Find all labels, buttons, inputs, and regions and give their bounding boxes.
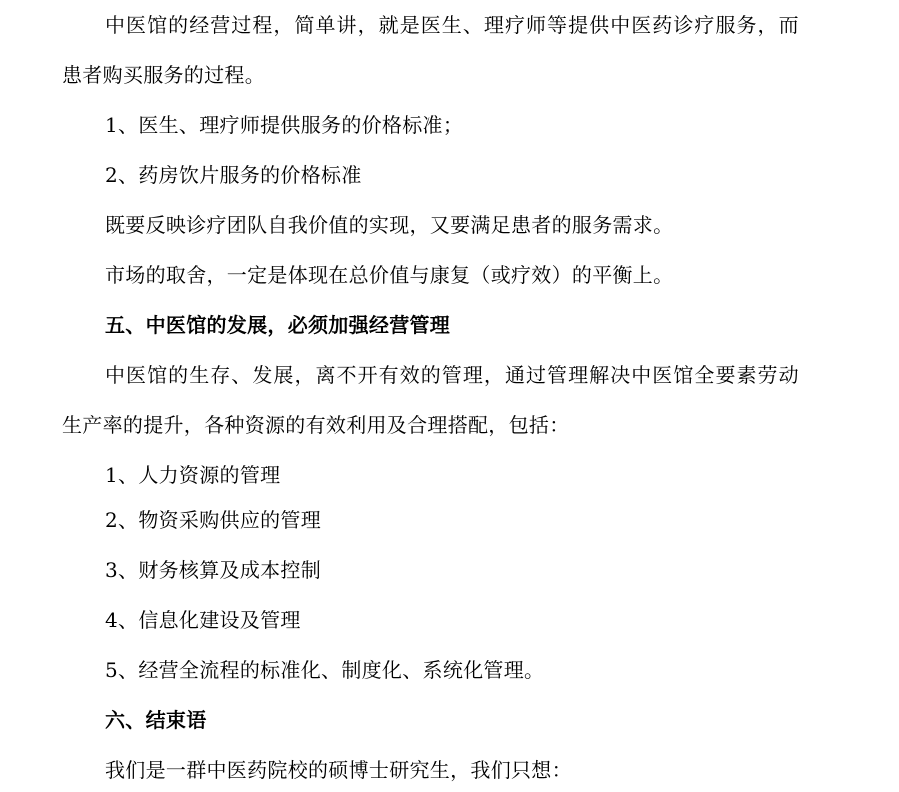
paragraph-value: 既要反映诊疗团队自我价值的实现，又要满足患者的服务需求。 xyxy=(105,213,674,237)
pricing-item-1: 1、医生、理疗师提供服务的价格标准； xyxy=(105,113,464,137)
paragraph-market: 市场的取舍，一定是体现在总价值与康复（或疗效）的平衡上。 xyxy=(105,263,674,287)
paragraph-intro-line-2: 患者购买服务的过程。 xyxy=(62,63,265,87)
paragraph-closing: 我们是一群中医药院校的硕博士研究生，我们只想： xyxy=(105,758,572,782)
paragraph-intro-line-1: 中医馆的经营过程，简单讲，就是医生、理疗师等提供中医药诊疗服务，而 xyxy=(105,13,800,37)
section-heading-5: 五、中医馆的发展，必须加强经营管理 xyxy=(105,313,451,337)
management-item-5: 5、经营全流程的标准化、制度化、系统化管理。 xyxy=(105,658,545,682)
management-item-2: 2、物资采购供应的管理 xyxy=(105,508,322,532)
pricing-item-2: 2、药房饮片服务的价格标准 xyxy=(105,163,362,187)
management-item-3: 3、财务核算及成本控制 xyxy=(105,558,322,582)
section-heading-6: 六、结束语 xyxy=(105,708,207,732)
management-item-4: 4、信息化建设及管理 xyxy=(105,608,301,632)
management-item-1: 1、人力资源的管理 xyxy=(105,463,281,487)
paragraph-management-line-2: 生产率的提升，各种资源的有效利用及合理搭配，包括： xyxy=(62,413,570,437)
paragraph-management-line-1: 中医馆的生存、发展，离不开有效的管理，通过管理解决中医馆全要素劳动 xyxy=(105,363,800,387)
